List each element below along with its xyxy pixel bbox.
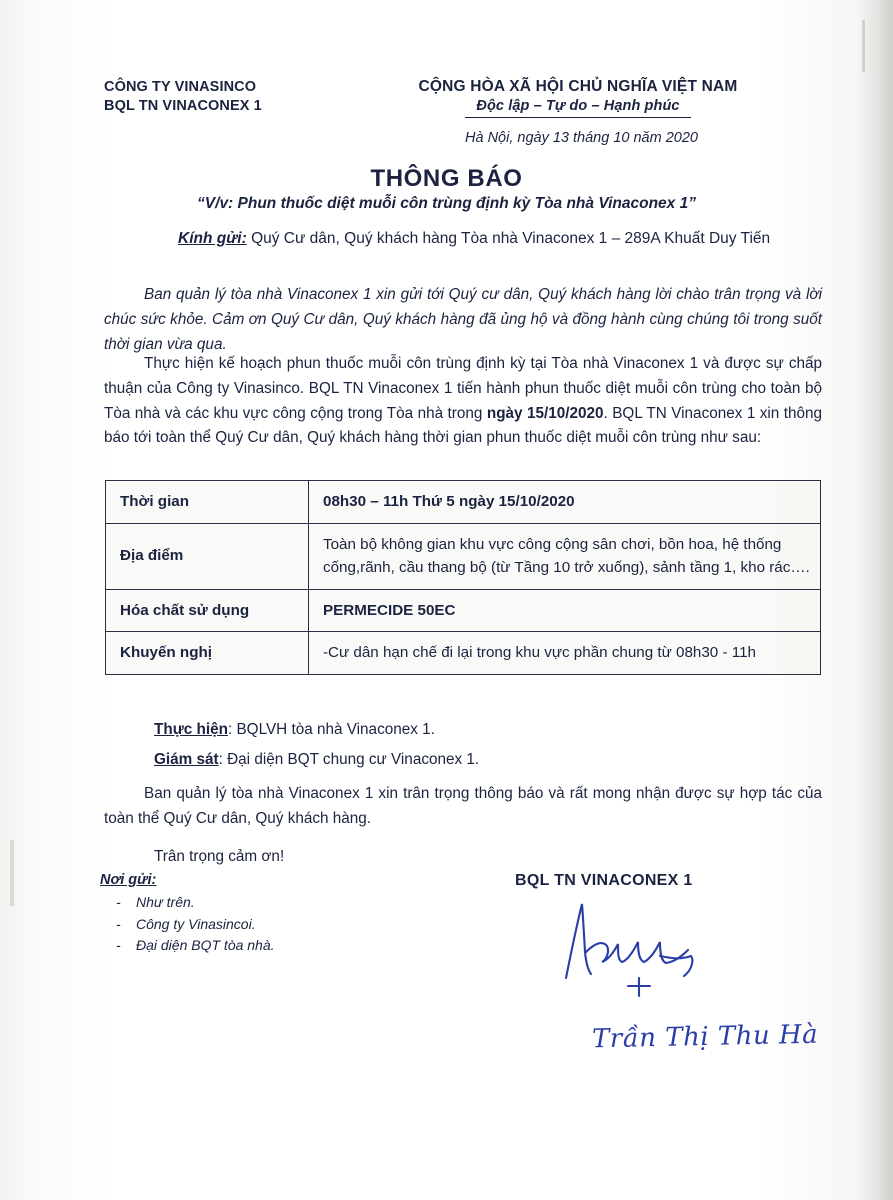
supervision-label: Giám sát <box>154 751 219 768</box>
signer-name: Trần Thị Thu Hà <box>591 1019 819 1055</box>
recipient-label: Kính gửi: <box>178 230 247 247</box>
paragraph-greeting: Ban quản lý tòa nhà Vinaconex 1 xin gửi tới Quý cư dân, Quý khách hàng lời chào trân trọng và lời chúc sức khỏe. Cảm ơn Quý Cư dân, Quý khách hàng đã ủng hộ và đồng hành cùng chúng tôi trong suốt thời gian vừa qua. <box>104 286 822 353</box>
paragraph-announcement-part2: . BQL TN Vinaconex 1 xin thông báo tới toàn thể Quý Cư dân, Quý khách hàng thời gian phun thuốc diệt muỗi côn trùng như sau: <box>104 404 823 447</box>
execution-label: Thực hiện <box>154 721 228 738</box>
execution-value: : BQLVH tòa nhà Vinaconex 1. <box>227 721 435 738</box>
date-line: Hà Nội, ngày 13 tháng 10 năm 2020 <box>465 130 698 146</box>
org-line-2: BQL TN VINACONEX 1 <box>104 98 262 115</box>
table-row-key: Thời gian <box>106 481 309 524</box>
table-row <box>106 632 821 675</box>
list-item: - Như trên. <box>100 892 275 914</box>
distribution-list-title: Nơi gửi: <box>100 872 157 888</box>
table-row-value: 08h30 – 11h Thứ 5 ngày 15/10/2020 <box>309 481 821 524</box>
national-heading <box>352 78 804 118</box>
paragraph-announcement-date: ngày 15/10/2020 <box>486 404 604 422</box>
distribution-list <box>100 872 275 957</box>
paragraph-announcement-part1: Thực hiện kế hoạch phun thuốc muỗi côn trùng định kỳ tại Tòa nhà Vinaconex 1 và được sự chấp thuận của Công ty Vinasinco. BQL TN Vinaconex 1 tiến hành phun thuốc diệt muỗi côn trùng cho toàn bộ Tòa nhà và các khu vực công cộng trong Tòa nhà trong <box>104 355 822 422</box>
table-row-key: Hóa chất sử dụng <box>106 589 309 632</box>
table-row-value: Toàn bộ không gian khu vực công cộng sân chơi, bồn hoa, hệ thống cống,rãnh, cầu thang bộ (từ Tầng 10 trở xuống), sảnh tầng 1, kho rác…. <box>309 523 821 589</box>
table-row-key: Địa điểm <box>106 523 309 589</box>
paragraph-announcement <box>104 352 822 451</box>
list-item: - Công ty Vinasincoi. <box>100 914 275 936</box>
supervision-value: : Đại diện BQT chung cư Vinaconex 1. <box>218 751 480 768</box>
paragraph-closing: Ban quản lý tòa nhà Vinaconex 1 xin trân trọng thông báo và rất mong nhận được sự hợp tác của toàn thể Quý Cư dân, Quý khách hàng. <box>104 785 822 827</box>
table-row-value: -Cư dân hạn chế đi lại trong khu vực phần chung từ 08h30 - 11h <box>309 632 821 675</box>
document-subtitle: “V/v: Phun thuốc diệt muỗi côn trùng định kỳ Tòa nhà Vinaconex 1” <box>197 195 696 212</box>
national-title: CỘNG HÒA XÃ HỘI CHỦ NGHĨA VIỆT NAM <box>418 78 738 95</box>
org-line-1: CÔNG TY VINASINCO <box>104 79 257 95</box>
table-row-key: Khuyến nghị <box>106 632 309 675</box>
handwritten-signature <box>528 890 788 1010</box>
supervision-line <box>104 748 822 773</box>
recipient-value: Quý Cư dân, Quý khách hàng Tòa nhà Vinaconex 1 – 289A Khuất Duy Tiến <box>251 230 771 247</box>
recipient-line <box>178 230 838 248</box>
table-row <box>106 481 821 524</box>
signature-organization: BQL TN VINACONEX 1 <box>515 872 693 889</box>
motto-underline <box>465 117 691 118</box>
table-row-value: PERMECIDE 50EC <box>309 589 821 632</box>
table-row <box>106 523 821 589</box>
issuing-organization <box>104 78 352 116</box>
distribution-list-items <box>100 892 275 957</box>
thanks-line: Trân trọng cảm ơn! <box>154 848 285 865</box>
list-item: - Đại diện BQT tòa nhà. <box>100 935 275 957</box>
schedule-table <box>105 480 821 675</box>
national-motto: Độc lập – Tự do – Hạnh phúc <box>476 98 680 114</box>
document-header <box>104 78 804 118</box>
table-row <box>106 589 821 632</box>
document-title: THÔNG BÁO <box>370 165 523 192</box>
execution-line <box>104 718 822 743</box>
